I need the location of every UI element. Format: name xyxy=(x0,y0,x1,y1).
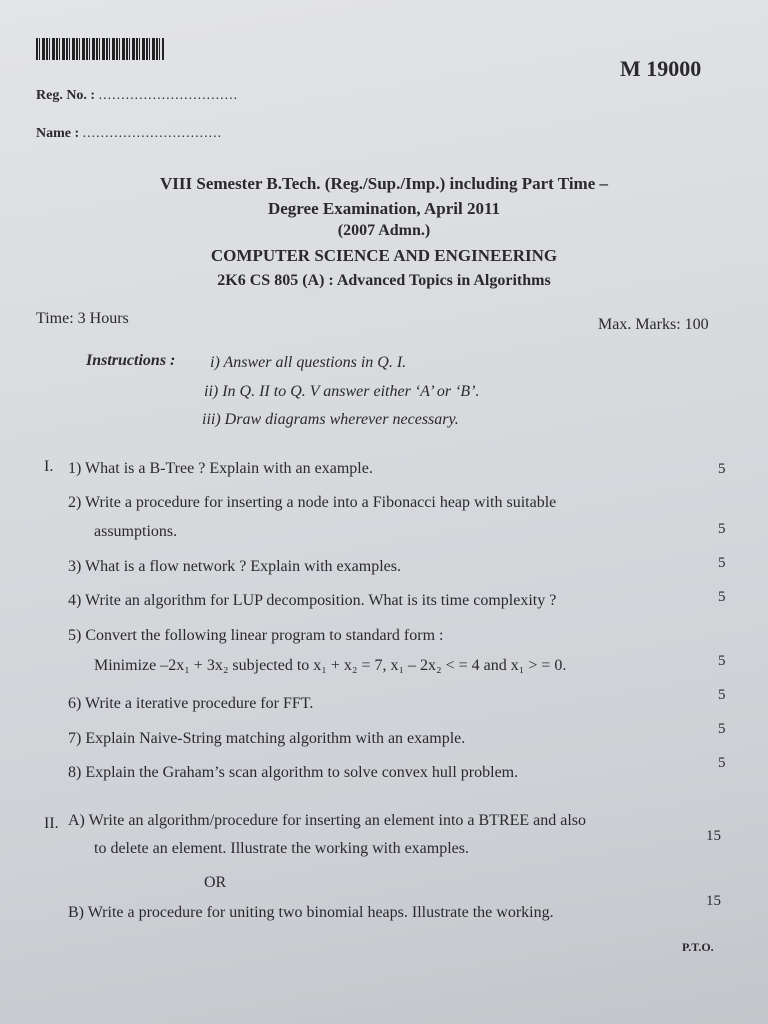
question-1-marks: 5 xyxy=(718,461,726,477)
section-1-roman: I. xyxy=(44,458,54,475)
reg-no-field xyxy=(36,88,238,104)
question-text: Write an algorithm for LUP decomposition. What is its time complexity ? xyxy=(85,592,557,609)
reg-no-dots: ............................... xyxy=(98,88,239,103)
name-field xyxy=(36,126,222,142)
instructions-label: Instructions : xyxy=(86,352,176,369)
time-allowed: Time: 3 Hours xyxy=(36,310,129,327)
section-2-question-b xyxy=(68,904,554,922)
question-number: 6) xyxy=(68,695,82,712)
option-label: A) xyxy=(68,812,85,829)
question-5-continued: Minimize –2x₁ + 3x₂ subjected to x₁ + x₂ = 7, x₁ – 2x₂ < = 4 and x₁ > = 0. xyxy=(94,657,567,674)
question-text: Write a procedure for uniting two binomial heaps. Illustrate the working. xyxy=(87,904,554,921)
question-1 xyxy=(68,460,373,478)
max-marks: Max. Marks: 100 xyxy=(598,316,709,333)
question-number: 3) xyxy=(68,558,82,575)
section-2-roman: II. xyxy=(44,815,59,832)
question-2-marks: 5 xyxy=(718,521,726,537)
question-5 xyxy=(68,627,443,645)
course-title: 2K6 CS 805 (A) : Advanced Topics in Algorithms xyxy=(217,272,551,289)
question-text: What is a flow network ? Explain with examples. xyxy=(85,558,401,575)
question-2-continued: assumptions. xyxy=(94,523,178,540)
department-title: COMPUTER SCIENCE AND ENGINEERING xyxy=(210,246,558,265)
or-divider: OR xyxy=(204,874,227,891)
reg-no-label: Reg. No. : xyxy=(36,88,96,103)
question-text: Write an algorithm/procedure for inserting an element into a BTREE and also xyxy=(88,812,587,829)
barcode-icon xyxy=(36,38,164,60)
question-text: Explain the Graham’s scan algorithm to solve convex hull problem. xyxy=(85,764,519,781)
question-number: 4) xyxy=(68,592,82,609)
instruction-3: iii) Draw diagrams wherever necessary. xyxy=(202,411,459,428)
question-text: Convert the following linear program to standard form : xyxy=(85,627,444,644)
question-4 xyxy=(68,592,556,610)
question-6 xyxy=(68,695,313,713)
question-2 xyxy=(68,494,556,512)
question-7-marks: 5 xyxy=(718,721,726,737)
question-7 xyxy=(68,730,465,748)
section-2-b-marks: 15 xyxy=(706,893,721,909)
name-dots: ............................... xyxy=(82,126,223,141)
question-text: Write a iterative procedure for FFT. xyxy=(85,695,314,712)
instruction-2: ii) In Q. II to Q. V answer either ‘A’ or ‘B’. xyxy=(204,383,480,400)
title-line-3: (2007 Admn.) xyxy=(337,222,431,239)
section-2-question-a xyxy=(68,812,586,830)
question-5-marks: 5 xyxy=(718,653,726,669)
option-label: B) xyxy=(68,904,84,921)
title-line-1: VIII Semester B.Tech. (Reg./Sup./Imp.) including Part Time – xyxy=(159,174,609,193)
section-2-question-a-continued: to delete an element. Illustrate the working with examples. xyxy=(94,840,469,857)
question-8-marks: 5 xyxy=(718,755,726,771)
question-number: 1) xyxy=(68,460,82,477)
title-line-2: Degree Examination, April 2011 xyxy=(267,199,500,218)
question-4-marks: 5 xyxy=(718,589,726,605)
question-3 xyxy=(68,558,401,576)
question-3-marks: 5 xyxy=(718,555,726,571)
name-label: Name : xyxy=(36,126,80,141)
question-text: Write a procedure for inserting a node into a Fibonacci heap with suitable xyxy=(85,494,557,511)
section-2-a-marks: 15 xyxy=(706,828,721,844)
question-text: Explain Naive-String matching algorithm with an example. xyxy=(85,730,466,747)
question-number: 2) xyxy=(68,494,82,511)
question-8 xyxy=(68,764,518,782)
question-text: What is a B-Tree ? Explain with an example. xyxy=(85,460,373,477)
instruction-1: i) Answer all questions in Q. I. xyxy=(210,354,407,371)
question-number: 7) xyxy=(68,730,82,747)
question-number: 8) xyxy=(68,764,82,781)
question-6-marks: 5 xyxy=(718,687,726,703)
question-number: 5) xyxy=(68,627,82,644)
pto-note: P.T.O. xyxy=(682,940,714,954)
paper-code: M 19000 xyxy=(620,56,702,81)
